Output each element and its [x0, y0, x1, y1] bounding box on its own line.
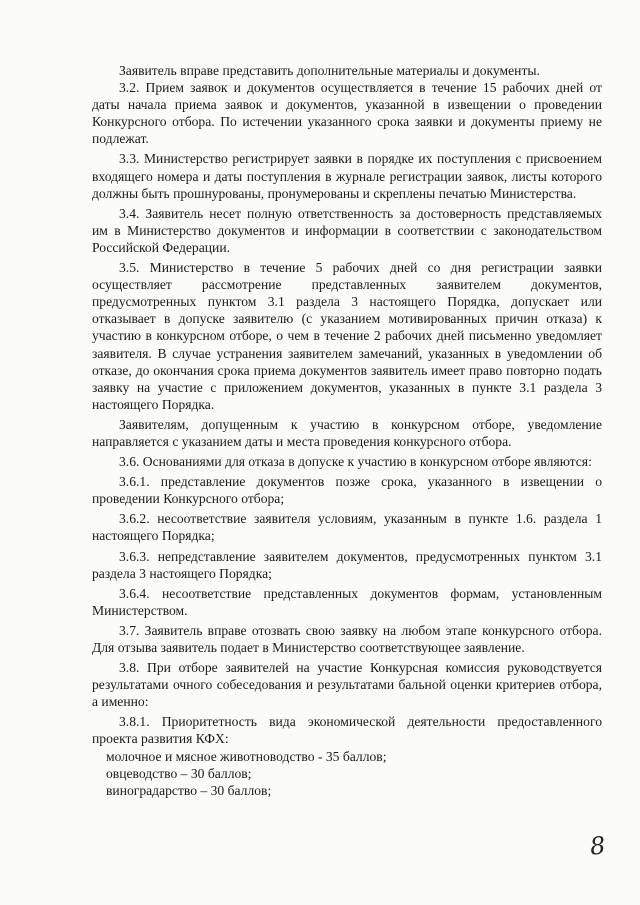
clause-3-6-2: 3.6.2. несоответствие заявителя условиям, указанным в пункте 1.6. раздела 1 настоящего Порядка; — [92, 511, 602, 544]
points-item: молочное и мясное животноводство - 35 баллов; — [106, 748, 387, 764]
points-list — [92, 748, 602, 799]
points-item: виноградарство – 30 баллов; — [106, 782, 272, 798]
clause-3-6: 3.6. Основаниями для отказа в допуске к участию в конкурсном отборе являются: — [119, 454, 592, 470]
clause-3-3: 3.3. Министерство регистрирует заявки в порядке их поступления с присвоением входящего номера и даты поступления в журнале регистрации заявок, листы которого должны быть прошнурованы, пронумерованы и скреплены печатью Министерства. — [92, 151, 602, 201]
handwritten-page-number: 8 — [588, 831, 607, 861]
clause-3-5-notice: Заявителям, допущенным к участию в конкурсном отборе, уведомление направляется с указанием даты и места проведения конкурсного отбора. — [92, 416, 602, 449]
clause-3-6-1: 3.6.1. представление документов позже срока, указанного в извещении о проведении Конкурсного отбора; — [92, 474, 602, 507]
clause-3-8: 3.8. При отборе заявителей на участие Конкурсная комиссия руководствуется результатами очного собеседования и результатами бальной оценки критериев отбора, а именно: — [92, 660, 602, 710]
clause-3-4: 3.4. Заявитель несет полную ответственность за достоверность представляемых им в Министерство документов и информации в соответствии с законодательством Российской Федерации. — [92, 205, 602, 255]
clause-3-8-1: 3.8.1. Приоритетность вида экономической деятельности предоставленного проекта развития КФХ: — [92, 714, 602, 747]
document-body — [92, 62, 602, 799]
clause-3-6-4: 3.6.4. несоответствие представленных документов формам, установленным Министерством. — [92, 585, 602, 618]
points-item: овцеводство – 30 баллов; — [106, 765, 252, 781]
clause-3-2: 3.2. Прием заявок и документов осуществляется в течение 15 рабочих дней от даты начала приема заявок и документов, указанной в извещении о проведении Конкурсного отбора. По истечении указанного срока заявки и документы приему не подлежат. — [92, 80, 602, 147]
clause-3-7: 3.7. Заявитель вправе отозвать свою заявку на любом этапе конкурсного отбора. Для отзыва заявитель подает в Министерство соответствующее заявление. — [92, 622, 602, 655]
clause-3-5: 3.5. Министерство в течение 5 рабочих дней со дня регистрации заявки осуществляет рассмотрение представленных заявителем документов, предусмотренных пунктом 3.1 раздела 3 настоящего Порядка, допускает или отказывает в допуске заявителю (с указанием мотивированных причин отказа) к участию в конкурсном отборе, о чем в течение 2 рабочих дней письменно уведомляет заявителя. В случае устранения заявителем замечаний, указанных в уведомлении об отказе, до окончания срока приема документов заявитель имеет право повторно подать заявку на участие с приложением документов, указанных в пункте 3.1 раздела 3 настоящего Порядка. — [92, 260, 602, 412]
clause-3-6-3: 3.6.3. непредставление заявителем документов, предусмотренных пунктом 3.1 раздела 3 настоящего Порядка; — [92, 548, 602, 581]
intro-paragraph: Заявитель вправе представить дополнительные материалы и документы. — [119, 63, 540, 78]
